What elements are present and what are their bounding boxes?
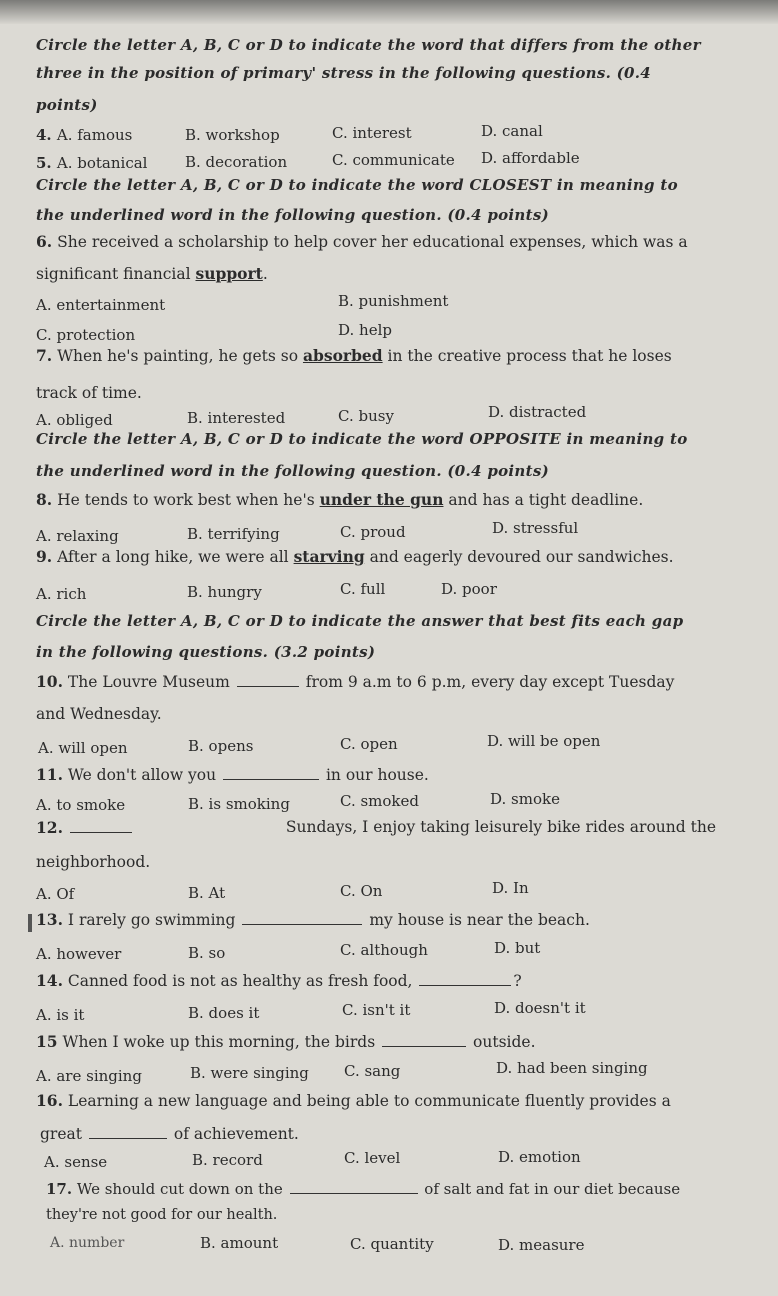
- q10-blank: [237, 674, 299, 687]
- q12-blank: [70, 820, 132, 833]
- q12-text-line1: 12. Sundays, I enjoy taking leisurely bike rides around the: [36, 818, 716, 837]
- q16-option-d[interactable]: D. emotion: [498, 1148, 581, 1166]
- q17-text-line2: they're not good for our health.: [46, 1207, 278, 1223]
- q4-option-d[interactable]: D. canal: [481, 122, 543, 140]
- q12-option-a[interactable]: A. Of: [36, 885, 75, 903]
- q6-underlined-word: support: [195, 264, 263, 283]
- q9-option-d[interactable]: D. poor: [441, 580, 497, 598]
- q5-option-c[interactable]: C. communicate: [332, 151, 455, 169]
- q5-option-b[interactable]: B. decoration: [185, 153, 288, 171]
- q6-text-line2: significant financial support.: [36, 264, 268, 283]
- q15-option-a[interactable]: A. are singing: [36, 1067, 142, 1085]
- q5-option-d[interactable]: D. affordable: [481, 149, 580, 167]
- q16-option-a[interactable]: A. sense: [44, 1153, 108, 1171]
- q10-text-line1: 10. The Louvre Museum from 9 a.m to 6 p.m, every day except Tuesday: [36, 672, 675, 691]
- scan-mark: [28, 914, 32, 932]
- q4-option-c[interactable]: C. interest: [332, 124, 412, 142]
- q6-option-c[interactable]: C. protection: [36, 326, 136, 344]
- q11-option-d[interactable]: D. smoke: [490, 790, 560, 808]
- q15-option-b[interactable]: B. were singing: [190, 1064, 309, 1082]
- q10-option-b[interactable]: B. opens: [188, 737, 254, 755]
- q11-option-a[interactable]: A. to smoke: [36, 796, 126, 814]
- q16-text-line1: 16. Learning a new language and being able to communicate fluently provides a: [36, 1091, 671, 1110]
- q8-option-b[interactable]: B. terrifying: [187, 525, 280, 543]
- q7-option-b[interactable]: B. interested: [187, 409, 286, 427]
- q10-option-c[interactable]: C. open: [340, 735, 398, 753]
- closest-instruction-line1: Circle the letter A, B, C or D to indicate the word CLOSEST in meaning to: [36, 176, 678, 194]
- q8-underlined-phrase: under the gun: [319, 490, 444, 509]
- closest-instruction-line2: the underlined word in the following question. (0.4 points): [36, 206, 549, 224]
- q15-option-d[interactable]: D. had been singing: [496, 1059, 648, 1077]
- q17-blank: [290, 1181, 418, 1194]
- q7-text-line2: track of time.: [36, 384, 142, 402]
- stress-instruction-line1: Circle the letter A, B, C or D to indicate the word that differs from the other: [36, 36, 701, 54]
- q7-option-c[interactable]: C. busy: [338, 407, 394, 425]
- q16-blank: [89, 1126, 167, 1139]
- q10-option-a[interactable]: A. will open: [38, 739, 128, 757]
- q14-text: 14. Canned food is not as healthy as fresh food, ?: [36, 971, 522, 990]
- q14-option-d[interactable]: D. doesn't it: [494, 999, 586, 1017]
- q7-underlined-word: absorbed: [302, 346, 383, 365]
- q13-option-a[interactable]: A. however: [36, 945, 122, 963]
- q13-option-b[interactable]: B. so: [188, 944, 226, 962]
- q8-option-d[interactable]: D. stressful: [492, 519, 579, 537]
- stress-instruction-line3: points): [36, 96, 98, 114]
- q17-option-d[interactable]: D. measure: [498, 1236, 585, 1254]
- q12-option-d[interactable]: D. In: [492, 879, 529, 897]
- q6-option-d[interactable]: D. help: [338, 321, 392, 339]
- q9-text: 9. After a long hike, we were all starving and eagerly devoured our sandwiches.: [36, 547, 674, 566]
- q9-option-a[interactable]: A. rich: [36, 585, 87, 603]
- q13-blank: [242, 912, 362, 925]
- q14-option-a[interactable]: A. is it: [36, 1006, 85, 1024]
- q17-option-b[interactable]: B. amount: [200, 1234, 279, 1252]
- q9-option-c[interactable]: C. full: [340, 580, 386, 598]
- q11-option-b[interactable]: B. is smoking: [188, 795, 290, 813]
- q6-option-a[interactable]: A. entertainment: [36, 296, 166, 314]
- q11-text: 11. We don't allow you in our house.: [36, 765, 429, 784]
- q4-option-a[interactable]: 4. A. famous: [36, 126, 133, 144]
- q7-text-line1: 7. When he's painting, he gets so absorbed in the creative process that he loses: [36, 346, 672, 365]
- q13-option-c[interactable]: C. although: [340, 941, 428, 959]
- q7-option-a[interactable]: A. obliged: [36, 411, 113, 429]
- q17-option-a[interactable]: A. number: [50, 1235, 125, 1251]
- q16-option-b[interactable]: B. record: [192, 1151, 263, 1169]
- q11-option-c[interactable]: C. smoked: [340, 792, 419, 810]
- q15-blank: [382, 1034, 466, 1047]
- opposite-instruction-line2: the underlined word in the following question. (0.4 points): [36, 462, 549, 480]
- q11-blank: [223, 767, 319, 780]
- q5-option-a[interactable]: 5. A. botanical: [36, 154, 148, 172]
- q9-option-b[interactable]: B. hungry: [187, 583, 262, 601]
- q7-option-d[interactable]: D. distracted: [488, 403, 587, 421]
- q15-text: 15 When I woke up this morning, the birds outside.: [36, 1032, 536, 1051]
- q13-text: 13. I rarely go swimming my house is near the beach.: [36, 910, 590, 929]
- q6-text-line1: 6. She received a scholarship to help cover her educational expenses, which was a: [36, 232, 688, 251]
- gap-instruction-line2: in the following questions. (3.2 points): [36, 643, 376, 661]
- q15-option-c[interactable]: C. sang: [344, 1062, 401, 1080]
- q16-text-line2: great of achievement.: [40, 1125, 299, 1143]
- q13-option-d[interactable]: D. but: [494, 939, 541, 957]
- q12-option-c[interactable]: C. On: [340, 882, 383, 900]
- q17-option-c[interactable]: C. quantity: [350, 1235, 434, 1253]
- q10-option-d[interactable]: D. will be open: [487, 732, 601, 750]
- opposite-instruction-line1: Circle the letter A, B, C or D to indicate the word OPPOSITE in meaning to: [36, 430, 688, 448]
- q8-option-c[interactable]: C. proud: [340, 523, 406, 541]
- q14-option-c[interactable]: C. isn't it: [342, 1001, 411, 1019]
- q17-text-line1: 17. We should cut down on the of salt and fat in our diet because: [46, 1180, 681, 1198]
- stress-instruction-line2: three in the position of primary' stress in the following questions. (0.4: [36, 64, 652, 82]
- q9-underlined-word: starving: [293, 547, 365, 566]
- q14-option-b[interactable]: B. does it: [188, 1004, 260, 1022]
- q8-option-a[interactable]: A. relaxing: [36, 527, 119, 545]
- gap-instruction-line1: Circle the letter A, B, C or D to indicate the answer that best fits each gap: [36, 612, 684, 630]
- q12-text-line2: neighborhood.: [36, 853, 151, 871]
- q6-option-b[interactable]: B. punishment: [338, 292, 449, 310]
- q8-text: 8. He tends to work best when he's under the gun and has a tight deadline.: [36, 490, 644, 509]
- q14-blank: [419, 973, 511, 986]
- q4-option-b[interactable]: B. workshop: [185, 126, 280, 144]
- q12-option-b[interactable]: B. At: [188, 884, 226, 902]
- q16-option-c[interactable]: C. level: [344, 1149, 401, 1167]
- q10-text-line2: and Wednesday.: [36, 705, 162, 723]
